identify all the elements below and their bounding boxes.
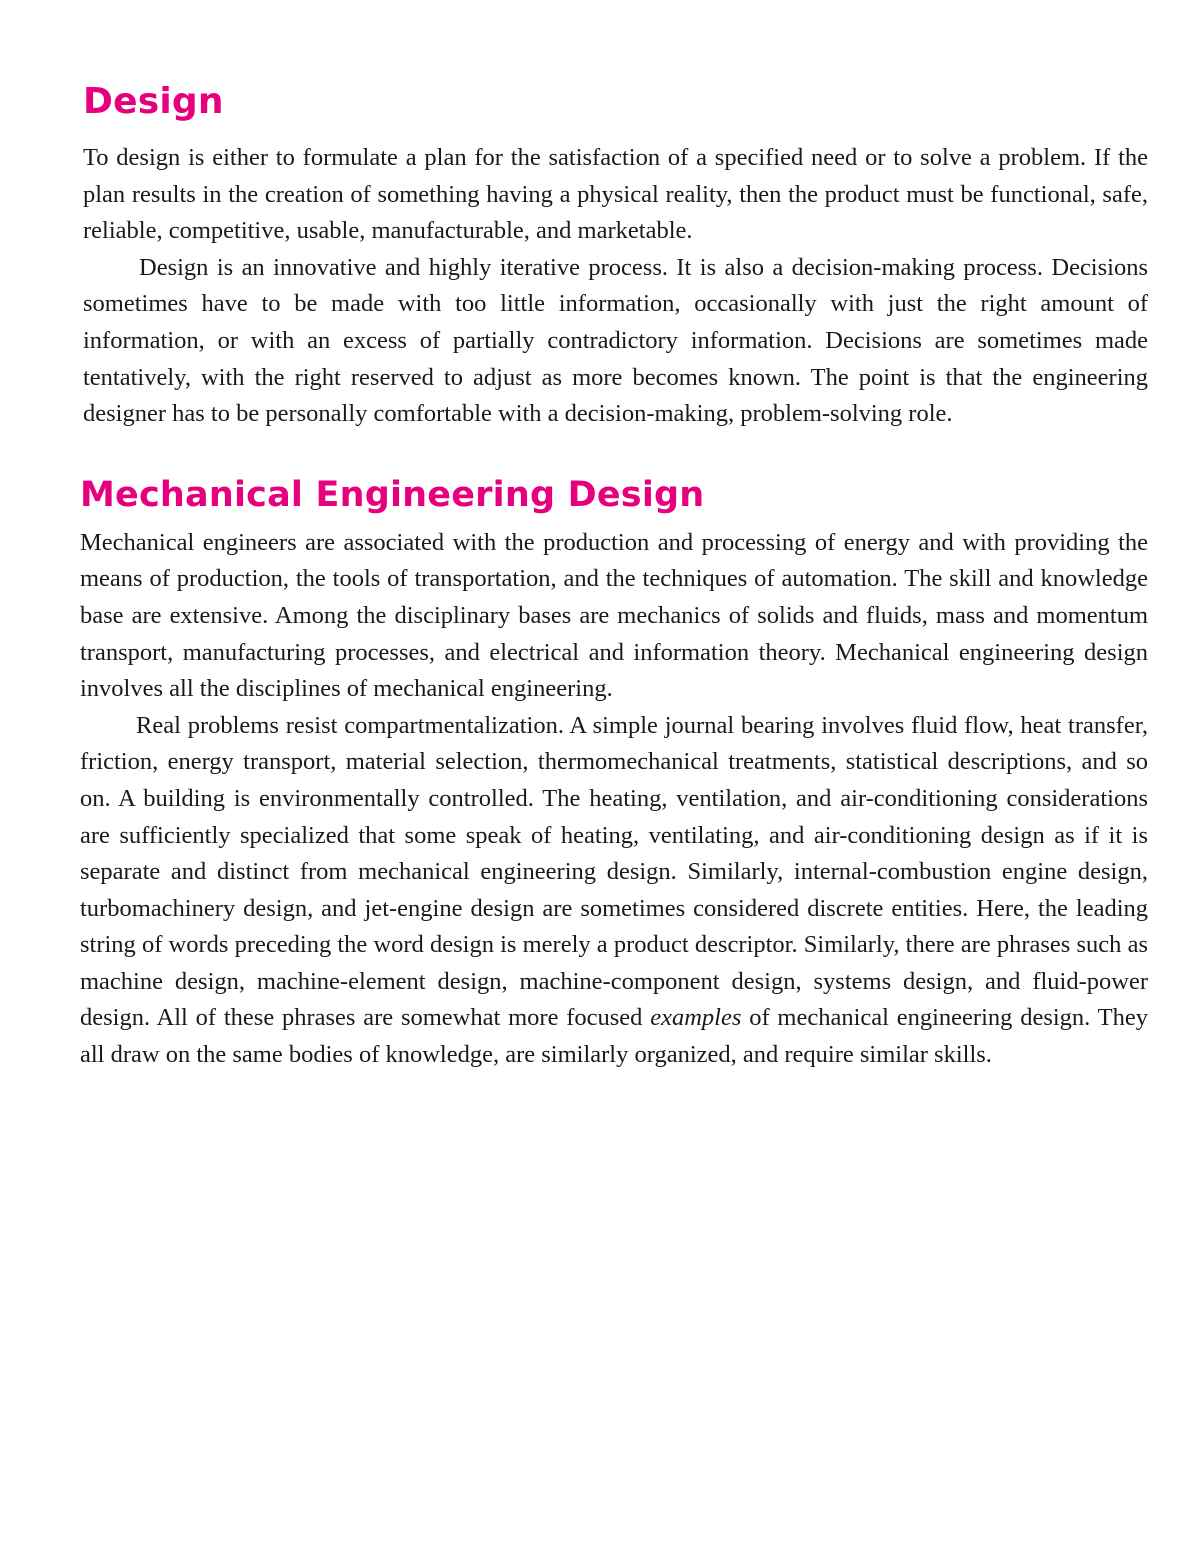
paragraph-design-1: To design is either to formulate a plan for the satisfaction of a specified need or to solve a problem. If the plan results in the creation of something having a physical reality, then the product must be functional, safe, reliable, competitive, usable, manufacturable, and marketable. xyxy=(83,144,1148,245)
heading-design: Design xyxy=(83,81,224,122)
paragraph-med-2-text-a: Real problems resist compartmentalization. A simple journal bearing involves fluid flow, heat transfer, friction, energy transport, material selection, thermomechanical treatments, statistical descriptions, and so on. A building is environmentally controlled. The heating, ventilation, and air-conditioning considerations are sufficiently specialized that some speak of heating, ventilating, and air-conditioning design as if it is separate and distinct from mechanical engineering design. Similarly, internal-combustion engine design, turbomachinery design, and jet-engine design are sometimes considered discrete entities. Here, the leading string of words preceding the word design is merely a product descriptor. Similarly, there are phrases such as machine design, machine-element design, machine-component design, systems design, and fluid-power design. All of these phrases are somewhat more focused xyxy=(80,711,1148,1032)
document-page xyxy=(80,78,1148,1074)
section-design xyxy=(80,78,1148,433)
section-mechanical-engineering-design xyxy=(80,471,1148,1074)
paragraph-design-2: Design is an innovative and highly iterative process. It is also a decision-making process. Decisions sometimes have to be made with too little information, occasionally with just the right amount of information, or with an excess of partially contradictory information. Decisions are sometimes made tentatively, with the right reserved to adjust as more becomes known. The point is that the engineering designer has to be personally comfortable with a decision-making, problem-solving role. xyxy=(83,253,1148,428)
emphasis-examples: examples xyxy=(650,1004,742,1032)
paragraph-med-2 xyxy=(80,708,1148,1074)
heading-mechanical-engineering-design: Mechanical Engineering Design xyxy=(80,474,705,515)
paragraph-med-2-text-b: of mechanical engineering design. They all draw on the same bodies of knowledge, are similarly organized, and require similar skills. xyxy=(80,1004,1148,1069)
paragraph-med-1: Mechanical engineers are associated with the production and processing of energy and with providing the means of production, the tools of transportation, and the techniques of automation. The skill and knowledge base are extensive. Among the disciplinary bases are mechanics of solids and fluids, mass and momentum transport, manufacturing processes, and electrical and information theory. Mechanical engineering design involves all the disciplines of mechanical engineering. xyxy=(80,528,1148,703)
